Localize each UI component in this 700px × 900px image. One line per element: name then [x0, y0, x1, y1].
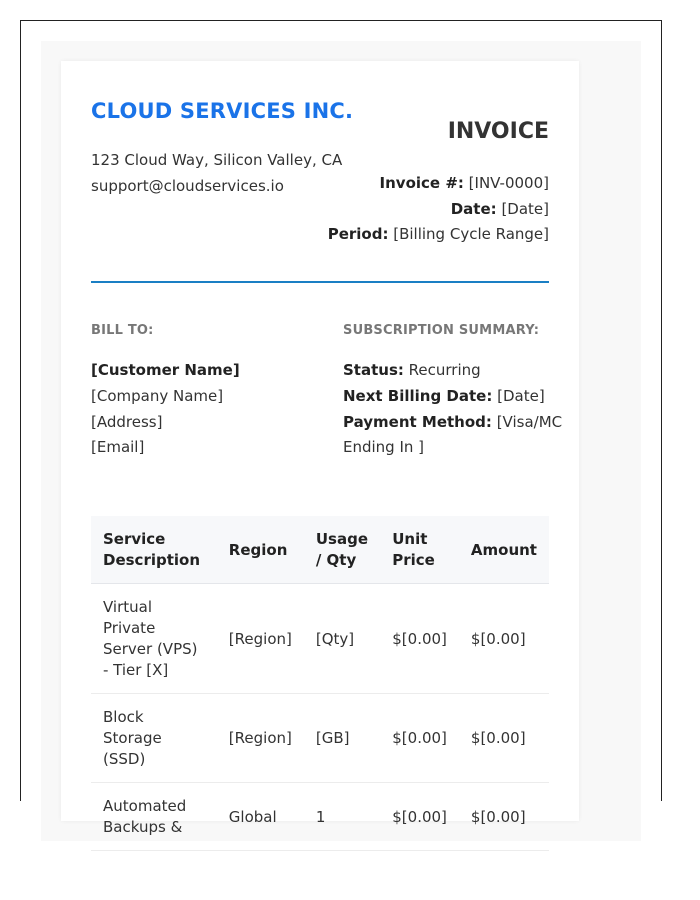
summary-payment-method-cont: Ending In ]: [343, 438, 425, 456]
table-row: [91, 783, 549, 851]
table-row: [91, 584, 549, 694]
summary-status: [343, 361, 481, 379]
invoice-title: INVOICE: [447, 119, 549, 144]
cell-service-description: Block Storage (SSD): [91, 694, 217, 783]
invoice-number: [380, 174, 549, 192]
summary-next-billing: [343, 387, 545, 405]
invoice-date-label: Date:: [450, 200, 497, 218]
subscription-summary-heading: SUBSCRIPTION SUMMARY:: [343, 323, 540, 338]
cell-region: Global: [217, 783, 304, 851]
invoice-number-value: [INV-0000]: [468, 174, 549, 192]
header-amount: Amount: [459, 516, 549, 584]
invoice-period-value: [Billing Cycle Range]: [393, 225, 549, 243]
cell-usage-qty: [Qty]: [304, 584, 380, 694]
services-table: [91, 516, 549, 851]
cell-usage-qty: [GB]: [304, 694, 380, 783]
cell-amount: $[0.00]: [459, 783, 549, 851]
bill-to-company-name: [Company Name]: [91, 387, 224, 405]
cell-amount: $[0.00]: [459, 584, 549, 694]
header-service-description: Service Description: [91, 516, 217, 584]
summary-status-value: Recurring: [408, 361, 481, 379]
invoice-number-label: Invoice #:: [379, 174, 464, 192]
cell-service-description: Virtual Private Server (VPS) - Tier [X]: [91, 584, 217, 694]
header-unit-price: Unit Price: [380, 516, 459, 584]
bill-to-email: [Email]: [91, 438, 145, 456]
summary-payment-method: [343, 413, 562, 431]
document-frame: [20, 20, 662, 836]
cell-unit-price: $[0.00]: [380, 694, 459, 783]
bill-to-customer-name: [Customer Name]: [91, 361, 240, 379]
company-email: support@cloudservices.io: [91, 177, 284, 195]
invoice-date: [451, 200, 549, 218]
invoice-sheet: [61, 61, 579, 836]
table-row: [91, 694, 549, 783]
invoice-date-value: [Date]: [501, 200, 549, 218]
company-address: 123 Cloud Way, Silicon Valley, CA: [91, 151, 343, 169]
summary-payment-label: Payment Method:: [343, 413, 492, 431]
cell-region: [Region]: [217, 584, 304, 694]
summary-next-billing-value: [Date]: [497, 387, 545, 405]
bill-to-address: [Address]: [91, 413, 163, 431]
summary-status-label: Status:: [343, 361, 404, 379]
cell-unit-price: $[0.00]: [380, 584, 459, 694]
bill-to-heading: BILL TO:: [91, 323, 154, 338]
company-name: CLOUD SERVICES INC.: [91, 99, 354, 123]
summary-payment-value: [Visa/MC: [496, 413, 563, 431]
cell-usage-qty: 1: [304, 783, 380, 851]
invoice-period: [328, 225, 549, 243]
summary-next-billing-label: Next Billing Date:: [343, 387, 493, 405]
cell-service-description: Automated Backups &: [91, 783, 217, 851]
cell-unit-price: $[0.00]: [380, 783, 459, 851]
header-usage-qty: Usage / Qty: [304, 516, 380, 584]
cell-region: [Region]: [217, 694, 304, 783]
header-region: Region: [217, 516, 304, 584]
cell-amount: $[0.00]: [459, 694, 549, 783]
invoice-period-label: Period:: [327, 225, 389, 243]
header-divider: [91, 281, 549, 283]
table-header-row: [91, 516, 549, 584]
